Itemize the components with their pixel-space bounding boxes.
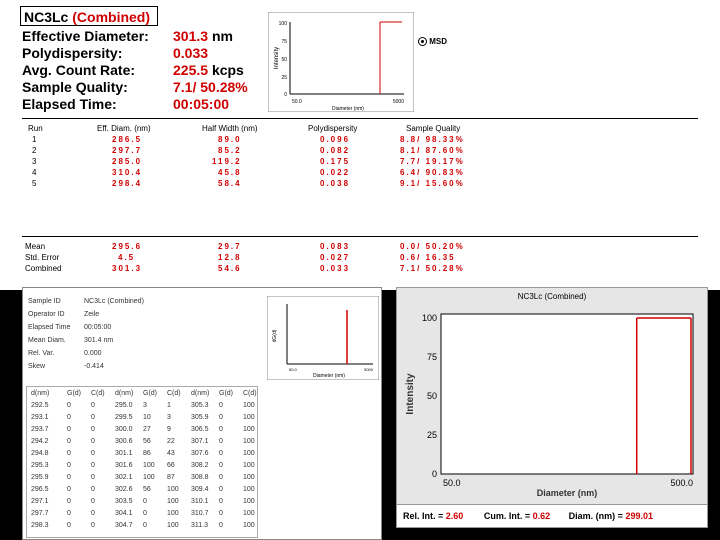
dist-cell: 307.1 bbox=[191, 438, 209, 445]
msd-label: MSD bbox=[429, 37, 448, 46]
dist-cell: 100 bbox=[167, 510, 179, 517]
y-tick-25: 25 bbox=[426, 430, 437, 440]
table-top-divider bbox=[22, 118, 698, 119]
dist-cell: 22 bbox=[167, 438, 175, 445]
run-1-quality: 8.8/ 98.33% bbox=[400, 135, 465, 144]
effective-diameter-label: Effective Diameter: bbox=[22, 28, 149, 44]
runs-header-run: Run bbox=[28, 124, 43, 133]
info-label: Rel. Var. bbox=[28, 350, 55, 357]
dist-cell: 9 bbox=[167, 426, 171, 433]
run-5-halfwidth: 58.4 bbox=[218, 179, 242, 188]
dist-cell: 0 bbox=[219, 426, 223, 433]
stat-stderr-polydispersity: 0.027 bbox=[320, 253, 351, 262]
dist-cell: 0 bbox=[91, 438, 95, 445]
dist-cell: 309.4 bbox=[191, 486, 209, 493]
info-value: 301.4 nm bbox=[84, 337, 114, 344]
dist-cell: 295.0 bbox=[115, 402, 133, 409]
dist-header-cell: C(d) bbox=[91, 390, 105, 397]
dist-cell: 87 bbox=[167, 474, 175, 481]
stat-mean-label: Mean bbox=[25, 242, 46, 251]
dist-cell: 311.3 bbox=[191, 522, 208, 529]
dist-cell: 0 bbox=[219, 498, 223, 505]
run-4-id: 4 bbox=[32, 168, 37, 177]
dist-cell: 100 bbox=[143, 474, 155, 481]
dist-cell: 292.5 bbox=[31, 402, 49, 409]
run-1-polydispersity: 0.096 bbox=[320, 135, 351, 144]
diam-value: 299.01 bbox=[625, 511, 653, 521]
dist-x-tick-min: 50.0 bbox=[289, 367, 297, 372]
dist-cell: 298.3 bbox=[31, 522, 49, 529]
dist-cell: 0 bbox=[219, 402, 223, 409]
dist-cell: 66 bbox=[167, 462, 175, 469]
dist-cell: 300.6 bbox=[115, 438, 133, 445]
x-tick-max: 500.0 bbox=[670, 478, 693, 488]
dist-cell: 0 bbox=[67, 510, 71, 517]
dist-cell: 0 bbox=[219, 522, 223, 529]
stat-combined-diam: 301.3 bbox=[112, 264, 143, 273]
dist-x-axis-label: Diameter (nm) bbox=[313, 373, 345, 379]
sample-title bbox=[20, 6, 158, 26]
run-1-id: 1 bbox=[32, 135, 37, 144]
dist-cell: 299.5 bbox=[115, 414, 133, 421]
sample-info-grid bbox=[26, 296, 258, 378]
run-5-id: 5 bbox=[32, 179, 37, 188]
dist-cell: 0 bbox=[67, 438, 71, 445]
dist-cell: 100 bbox=[243, 510, 255, 517]
dist-header-cell: G(d) bbox=[219, 390, 233, 397]
info-label: Elapsed Time bbox=[28, 324, 71, 331]
dist-cell: 308.8 bbox=[191, 474, 209, 481]
dist-cell: 306.5 bbox=[191, 426, 209, 433]
dist-cell: 310.7 bbox=[191, 510, 209, 517]
effective-diameter-value: 301.3 nm bbox=[173, 28, 233, 44]
dist-cell: 0 bbox=[219, 486, 223, 493]
stats-divider bbox=[22, 236, 698, 237]
dist-cell: 0 bbox=[91, 450, 95, 457]
dist-header-cell: C(d) bbox=[243, 390, 257, 397]
y-tick-75: 75 bbox=[426, 352, 437, 362]
stat-mean-quality: 0.0/ 50.20% bbox=[400, 242, 465, 251]
msd-radio[interactable] bbox=[418, 37, 447, 46]
info-label: Mean Diam. bbox=[28, 337, 66, 344]
stat-combined-quality: 7.1/ 50.28% bbox=[400, 264, 465, 273]
runs-header-polydispersity: Polydispersity bbox=[308, 124, 358, 133]
dist-cell: 3 bbox=[143, 402, 147, 409]
dist-cell: 100 bbox=[243, 402, 255, 409]
intensity-chart bbox=[401, 306, 703, 502]
dist-cell: 100 bbox=[167, 486, 179, 493]
runs-header-diam: Eff. Diam. (nm) bbox=[97, 124, 151, 133]
y-tick-50: 50 bbox=[426, 391, 437, 401]
distribution-table bbox=[26, 386, 258, 538]
mini-x-tick-min: 50.0 bbox=[292, 99, 302, 105]
run-3-quality: 7.7/ 19.17% bbox=[400, 157, 465, 166]
dist-cell: 0 bbox=[219, 510, 223, 517]
dist-cell: 308.2 bbox=[191, 462, 209, 469]
mini-x-axis-label: Diameter (nm) bbox=[332, 106, 364, 112]
dist-cell: 305.3 bbox=[191, 402, 209, 409]
info-label: Skew bbox=[28, 363, 46, 370]
dist-cell: 297.1 bbox=[31, 498, 49, 505]
dist-cell: 0 bbox=[219, 438, 223, 445]
dist-cell: 100 bbox=[243, 438, 255, 445]
plot-area bbox=[441, 314, 693, 474]
dist-cell: 10 bbox=[143, 414, 151, 421]
elapsed-time-label: Elapsed Time: bbox=[22, 96, 117, 112]
dist-cell: 0 bbox=[91, 462, 95, 469]
dist-header-cell: d(nm) bbox=[115, 390, 134, 397]
dist-cell: 0 bbox=[91, 402, 95, 409]
dist-cell: 56 bbox=[143, 486, 151, 493]
polydispersity-label: Polydispersity: bbox=[22, 45, 123, 61]
dist-cell: 0 bbox=[67, 474, 71, 481]
polydispersity-value: 0.033 bbox=[173, 45, 209, 61]
dist-cell: 0 bbox=[67, 486, 71, 493]
dist-cell: 100 bbox=[243, 486, 255, 493]
mini-intensity-chart bbox=[268, 12, 414, 112]
dist-cell: 302.1 bbox=[115, 474, 133, 481]
run-2-quality: 8.1/ 87.60% bbox=[400, 146, 465, 155]
stat-stderr-quality: 0.6/ 16.35 bbox=[400, 253, 456, 262]
stat-combined-halfwidth: 54.6 bbox=[218, 264, 242, 273]
y-axis-label: Intensity bbox=[405, 373, 416, 415]
dist-cell: 100 bbox=[243, 414, 255, 421]
dist-cell: 100 bbox=[243, 426, 255, 433]
count-rate-label: Avg. Count Rate: bbox=[22, 62, 136, 78]
title-prefix: NC3Lc bbox=[24, 9, 69, 25]
sample-quality-value: 7.1/ 50.28% bbox=[173, 79, 248, 95]
info-label: Operator ID bbox=[28, 311, 65, 318]
dist-cell: 0 bbox=[67, 414, 71, 421]
dist-cell: 303.5 bbox=[115, 498, 133, 505]
mini-y-tick-100: 100 bbox=[278, 21, 287, 27]
rel-int-value: 2.60 bbox=[445, 511, 464, 521]
dist-cell: 0 bbox=[143, 498, 147, 505]
run-3-id: 3 bbox=[32, 157, 37, 166]
diam-label: Diam. (nm) = bbox=[568, 511, 623, 521]
stat-stderr-halfwidth: 12.8 bbox=[218, 253, 242, 262]
stat-mean-diam: 295.6 bbox=[112, 242, 143, 251]
dist-cell: 0 bbox=[67, 462, 71, 469]
dist-x-tick-max: 5000 bbox=[364, 367, 373, 372]
dist-cell: 56 bbox=[143, 438, 151, 445]
run-1-halfwidth: 89.0 bbox=[218, 135, 242, 144]
radio-icon bbox=[418, 37, 427, 46]
stat-combined-label: Combined bbox=[25, 264, 62, 273]
dist-y-axis-label: dG(d) bbox=[272, 329, 278, 343]
mini-distribution-chart bbox=[267, 296, 379, 380]
dist-header-cell: d(nm) bbox=[191, 390, 210, 397]
rel-int-label: Rel. Int. = bbox=[403, 511, 444, 521]
dist-cell: 0 bbox=[91, 486, 95, 493]
dist-cell: 297.7 bbox=[31, 510, 49, 517]
run-3-halfwidth: 119.2 bbox=[212, 157, 242, 166]
mini-y-tick-0: 0 bbox=[284, 92, 287, 98]
dist-cell: 0 bbox=[91, 498, 95, 505]
intensity-chart-panel bbox=[396, 287, 708, 527]
run-2-polydispersity: 0.082 bbox=[320, 146, 351, 155]
dist-cell: 0 bbox=[91, 510, 95, 517]
dist-cell: 296.5 bbox=[31, 486, 49, 493]
count-rate-value: 225.5 kcps bbox=[173, 62, 244, 78]
dist-cell: 300.0 bbox=[115, 426, 133, 433]
dist-cell: 0 bbox=[67, 498, 71, 505]
y-tick-0: 0 bbox=[431, 469, 437, 479]
x-axis-label: Diameter (nm) bbox=[536, 488, 598, 498]
x-tick-min: 50.0 bbox=[443, 478, 461, 488]
title-suffix: (Combined) bbox=[72, 9, 151, 25]
dist-cell: 43 bbox=[167, 450, 175, 457]
stat-stderr-label: Std. Error bbox=[25, 253, 60, 262]
mini-y-axis-label: Intensity bbox=[274, 46, 280, 70]
dist-cell: 304.7 bbox=[115, 522, 133, 529]
dist-cell: 293.7 bbox=[31, 426, 49, 433]
y-tick-100: 100 bbox=[421, 313, 437, 323]
dist-header-cell: C(d) bbox=[167, 390, 181, 397]
run-3-polydispersity: 0.175 bbox=[320, 157, 351, 166]
info-value: 0.000 bbox=[84, 350, 102, 357]
dist-cell: 293.1 bbox=[31, 414, 49, 421]
info-value: 00:05:00 bbox=[84, 324, 112, 331]
info-value: Zeile bbox=[84, 311, 100, 318]
runs-header-quality: Sample Quality bbox=[406, 124, 461, 133]
elapsed-time-value: 00:05:00 bbox=[173, 96, 230, 112]
dist-cell: 100 bbox=[143, 462, 155, 469]
info-value: NC3Lc (Combined) bbox=[84, 298, 144, 305]
dist-cell: 100 bbox=[167, 498, 179, 505]
run-1-diam: 286.5 bbox=[112, 135, 143, 144]
run-2-halfwidth: 85.2 bbox=[218, 146, 242, 155]
run-4-halfwidth: 45.8 bbox=[218, 168, 242, 177]
dist-cell: 100 bbox=[243, 498, 255, 505]
dist-cell: 100 bbox=[243, 522, 255, 529]
run-2-id: 2 bbox=[32, 146, 37, 155]
chart-title: NC3Lc (Combined) bbox=[517, 292, 587, 301]
dist-header-cell: G(d) bbox=[67, 390, 81, 397]
run-4-quality: 6.4/ 90.83% bbox=[400, 168, 465, 177]
stat-stderr-diam: 4.5 bbox=[118, 253, 136, 262]
cursor-readout-bar bbox=[396, 504, 708, 528]
dist-header-cell: d(nm) bbox=[31, 390, 50, 397]
dist-cell: 100 bbox=[243, 450, 255, 457]
dist-cell: 86 bbox=[143, 450, 151, 457]
cum-int-value: 0.62 bbox=[532, 511, 551, 521]
info-value: -0.414 bbox=[84, 363, 104, 370]
dist-cell: 27 bbox=[143, 426, 151, 433]
dist-cell: 100 bbox=[243, 462, 255, 469]
dist-cell: 301.6 bbox=[115, 462, 133, 469]
cum-int-label: Cum. Int. = bbox=[483, 511, 531, 521]
run-5-polydispersity: 0.038 bbox=[320, 179, 351, 188]
mini-y-tick-75: 75 bbox=[281, 39, 287, 45]
runs-header-halfwidth: Half Width (nm) bbox=[202, 124, 258, 133]
info-label: Sample ID bbox=[28, 298, 61, 305]
dist-cell: 0 bbox=[219, 474, 223, 481]
dist-cell: 0 bbox=[143, 522, 147, 529]
stat-combined-polydispersity: 0.033 bbox=[320, 264, 351, 273]
run-2-diam: 297.7 bbox=[112, 146, 143, 155]
dist-cell: 100 bbox=[243, 474, 255, 481]
dist-cell: 0 bbox=[143, 510, 147, 517]
stat-mean-polydispersity: 0.083 bbox=[320, 242, 351, 251]
dist-cell: 304.1 bbox=[115, 510, 133, 517]
dist-cell: 0 bbox=[91, 522, 95, 529]
mini-x-tick-max: 5000 bbox=[392, 99, 404, 105]
dist-cell: 0 bbox=[91, 426, 95, 433]
run-3-diam: 285.0 bbox=[112, 157, 143, 166]
dist-cell: 0 bbox=[67, 522, 71, 529]
dist-cell: 0 bbox=[219, 450, 223, 457]
dist-cell: 0 bbox=[67, 450, 71, 457]
dist-cell: 0 bbox=[219, 414, 223, 421]
dist-cell: 301.1 bbox=[115, 450, 133, 457]
run-4-polydispersity: 0.022 bbox=[320, 168, 351, 177]
dist-cell: 305.9 bbox=[191, 414, 209, 421]
dist-cell: 295.9 bbox=[31, 474, 49, 481]
dist-cell: 1 bbox=[167, 402, 171, 409]
dist-cell: 307.6 bbox=[191, 450, 209, 457]
run-4-diam: 310.4 bbox=[112, 168, 143, 177]
dist-cell: 295.3 bbox=[31, 462, 49, 469]
dist-cell: 302.6 bbox=[115, 486, 133, 493]
dist-cell: 100 bbox=[167, 522, 179, 529]
dist-cell: 0 bbox=[67, 426, 71, 433]
mini-y-tick-50: 50 bbox=[281, 57, 287, 63]
dist-cell: 294.8 bbox=[31, 450, 49, 457]
dist-header-cell: G(d) bbox=[143, 390, 157, 397]
sample-quality-label: Sample Quality: bbox=[22, 79, 128, 95]
run-5-quality: 9.1/ 15.60% bbox=[400, 179, 465, 188]
run-5-diam: 298.4 bbox=[112, 179, 143, 188]
dist-cell: 294.2 bbox=[31, 438, 49, 445]
dist-cell: 3 bbox=[167, 414, 171, 421]
dist-cell: 310.1 bbox=[191, 498, 209, 505]
mini-y-tick-25: 25 bbox=[281, 75, 287, 81]
dist-cell: 0 bbox=[219, 462, 223, 469]
dist-cell: 0 bbox=[67, 402, 71, 409]
dist-cell: 0 bbox=[91, 474, 95, 481]
distribution-panel bbox=[22, 287, 382, 540]
dist-cell: 0 bbox=[91, 414, 95, 421]
stat-mean-halfwidth: 29.7 bbox=[218, 242, 242, 251]
